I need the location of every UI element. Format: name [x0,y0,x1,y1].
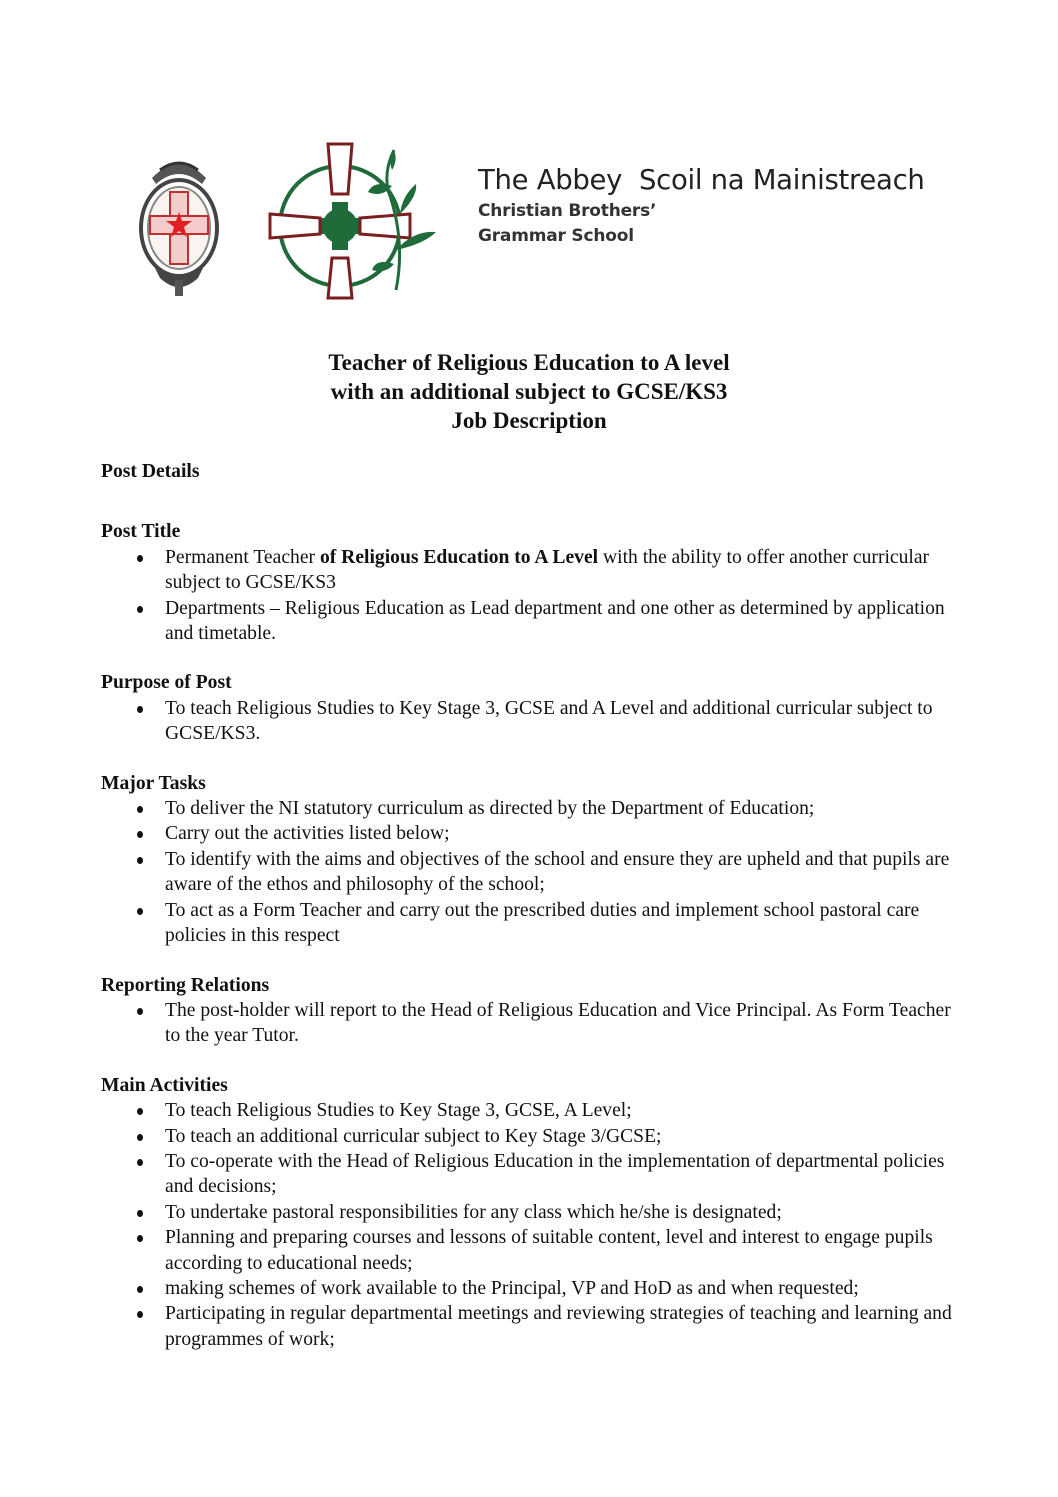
list-item: Carry out the activities listed below; [101,821,961,846]
list-item: making schemes of work available to the Principal, VP and HoD as and when requested; [101,1276,961,1301]
list-item: To undertake pastoral responsibilities for any class which he/she is designated; [101,1200,961,1225]
document-title [0,348,1058,435]
school-name: The Abbey Scoil na Mainistreach [478,164,925,196]
post-title-heading: Post Title [101,521,181,543]
school-subtitle-line2: Grammar School [478,226,634,246]
title-line-1: Teacher of Religious Education to A level [328,350,730,375]
list-item: To teach Religious Studies to Key Stage 3, GCSE and A Level and additional curricular subject to GCSE/KS3. [101,696,961,747]
title-line-3: Job Description [451,408,607,433]
post-details-heading: Post Details [101,461,200,482]
reporting-list [101,998,961,1049]
list-item: To teach an additional curricular subject to Key Stage 3/GCSE; [101,1124,961,1149]
reporting-section [101,973,961,1049]
list-item: To identify with the aims and objectives of the school and ensure they are upheld and that pupils are aware of the ethos and philosophy of the school; [101,847,961,898]
list-item: Participating in regular departmental meetings and reviewing strategies of teaching and learning and programmes of work; [101,1301,961,1352]
list-item-bold-text: of Religious Education to A Level [319,546,599,568]
purpose-section [101,670,961,746]
post-title-list [101,545,961,647]
list-item-text: with the ability to offer another curricular subject to GCSE/KS3 [165,546,930,594]
main-activities-section [101,1073,961,1352]
purpose-list [101,696,961,747]
post-title-section [101,519,961,646]
main-activities-heading: Main Activities [101,1074,228,1096]
list-item [101,545,961,596]
document-body [101,459,961,1352]
list-item: To deliver the NI statutory curriculum as directed by the Department of Education; [101,796,961,821]
celtic-cross-logo-icon [268,140,440,302]
major-tasks-section [101,771,961,949]
major-tasks-heading: Major Tasks [101,772,206,794]
school-subtitle-line1: Christian Brothers’ [478,201,657,221]
list-item: The post-holder will report to the Head of Religious Education and Vice Principal. As Form Teacher to the year Tutor. [101,998,961,1049]
list-item: Departments – Religious Education as Lead department and one other as determined by application and timetable. [101,596,961,647]
reporting-heading: Reporting Relations [101,974,270,996]
main-activities-list [101,1098,961,1352]
major-tasks-list [101,796,961,948]
list-item: Planning and preparing courses and lessons of suitable content, level and interest to engage pupils according to educational needs; [101,1225,961,1276]
list-item: To teach Religious Studies to Key Stage 3, GCSE, A Level; [101,1098,961,1123]
purpose-heading: Purpose of Post [101,672,232,694]
list-item-text: Permanent Teacher [165,546,320,568]
school-name-block [478,163,925,249]
title-line-2: with an additional subject to GCSE/KS3 [330,379,728,404]
list-item: To co-operate with the Head of Religious Education in the implementation of departmental policies and decisions; [101,1149,961,1200]
list-item: To act as a Form Teacher and carry out the prescribed duties and implement school pastoral care policies in this respect [101,898,961,949]
school-crest-icon [138,148,220,298]
